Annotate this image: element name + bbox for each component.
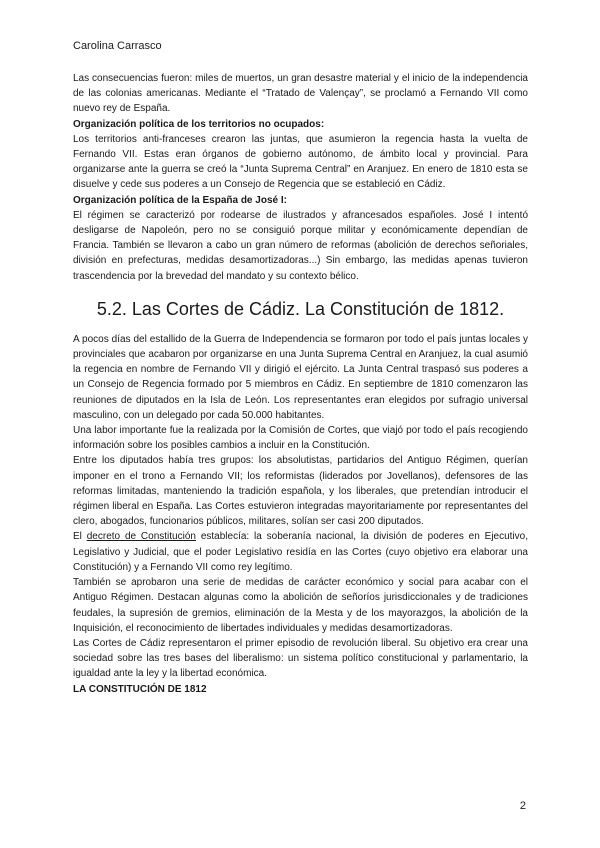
paragraph-grupos-diputados: Entre los diputados había tres grupos: los absolutistas, partidarios del Antiguo Régimen, querían imponer en el trono a Fernando VII; los reformistas (liderados por Jovellanos), defensores de las reformas limitadas, manteniendo la tradición española, y los liberales, que pretendían introducir el régimen liberal en España. Las Cortes estuvieron integradas mayoritariamente por representantes del clero, abogados, funcionarios públicos, militares, solían ser casi 200 diputados. [73,455,528,528]
decreto-underlined-term: decreto de Constitución [86,531,196,543]
document-body [73,71,528,697]
page-number: 2 [519,800,526,812]
paragraph-regimen-jose: El régimen se caracterizó por rodearse de ilustrados y afrancesados españoles. José I intentó desligarse de Napoleón, pero no se consiguió porque militar y económicamente dependían de Francia. También se llevaron a cabo un gran número de reformas (abolición de derechos señoriales, división en prefecturas, medidas desamortizadoras...) Sin embargo, las medidas apenas tuvieron trascendencia por la brevedad del mandato y su contexto bélico. [73,209,528,282]
heading-espana-jose-i: Organización política de la España de José I: [73,194,287,206]
paragraph-comision-cortes: Una labor importante fue la realizada por la Comisión de Cortes, que viajó por todo el país recogiendo información sobre los posibles cambios a incluir en la Constitución. [73,425,528,452]
heading-constitucion-1812: LA CONSTITUCIÓN DE 1812 [73,683,207,695]
paragraph-decreto-constitucion [73,529,528,575]
paragraph-consecuencias: Las consecuencias fueron: miles de muertos, un gran desastre material y el inicio de la independencia de las colonias americanas. Mediante el “Tratado de Valençay”, se proclamó a Fernando VII como nuevo rey de España. [73,73,528,115]
paragraph-territorios: Los territorios anti-franceses crearon las juntas, que asumieron la regencia hasta la vuelta de Fernando VII. Estas eran órganos de gobierno autónomo, de ámbito local y provincial. Para organizarse ante la guerra se creó la “Junta Suprema Central” en Aranjuez. En enero de 1810 esta se disuelve y cede sus poderes a un Consejo de Regencia que se estableció en Cádiz. [73,133,528,191]
document-header-author: Carolina Carrasco [73,40,162,52]
decreto-rest: establecía: la soberanía nacional, la división de poderes en Ejecutivo, Legislativo y Judicial, que el poder Legislativo residía en las Cortes (cuyo objetivo era elaborar una Constitución) y a Fernando VII como rey legítimo. [73,531,528,573]
decreto-prefix: El [73,531,87,543]
paragraph-guerra-independencia: A pocos días del estallido de la Guerra de Independencia se formaron por todo el país juntas locales y provinciales que acabaron por organizarse en una Junta Suprema Central en Aranjuez, la cual asumió la regencia en nombre de Fernando VII y dirigió el ejército. La Junta Central traspasó sus poderes a un Consejo de Regencia formado por 5 miembros en Cádiz. En septiembre de 1810 comenzaron las reuniones de diputados en la Isla de León. Los representantes eran elegidos por sufragio universal masculino, con un delegado por cada 50.000 habitantes. [73,333,528,421]
section-title-cortes-cadiz: 5.2. Las Cortes de Cádiz. La Constitución de 1812. [96,298,505,319]
paragraph-medidas: También se aprobaron una serie de medidas de carácter económico y social para acabar con el Antiguo Régimen. Destacan algunas como la abolición de señoríos jurisdiccionales y de tradiciones feudales, la supresión de gremios, eliminación de la Mesta y de los mayorazgos, la abolición de la Inquisición, el reconocimiento de libertades individuales y medidas desamortizadoras. [73,577,528,634]
paragraph-revolucion-liberal: Las Cortes de Cádiz representaron el primer episodio de revolución liberal. Su objetivo era crear una sociedad sobre las tres bases del liberalismo: un sistema político constitucional y parlamentario, la igualdad ante la ley y la libertad económica. [73,637,528,680]
heading-territorios-no-ocupados: Organización política de los territorios no ocupados: [73,118,325,130]
